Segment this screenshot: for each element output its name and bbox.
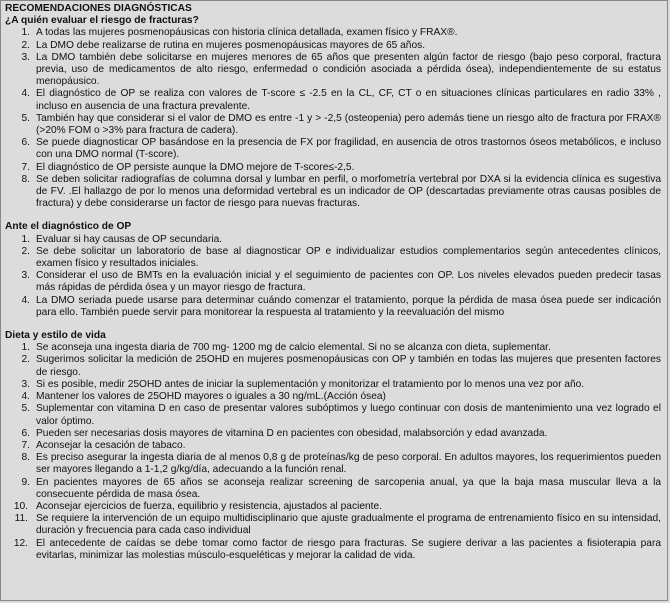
list-item: 9. En pacientes mayores de 65 años se aconseja realizar screening de sarcopenia anual, ya que la baja masa muscular lleva a la consecuente pérdida de masa ósea. bbox=[21, 476, 661, 500]
lifestyle-list bbox=[5, 342, 661, 562]
list-item: 8. Es preciso asegurar la ingesta diaria de al menos 0,8 g de proteínas/kg de peso corporal. En adultos mayores, los requerimientos pueden ser mayores llegando a 1-1,2 g/kg/día, adecuando a la función renal. bbox=[21, 452, 661, 476]
list-item: 6. Se puede diagnosticar OP basándose en la presencia de FX por fragilidad, en ausencia de otros trastornos óseos metabólicos, e incluso con una DMO normal (T-score). bbox=[21, 137, 661, 161]
list-item: 1. A todas las mujeres posmenopáusicas con historia clínica detallada, examen físico y FRAX®. bbox=[21, 27, 458, 39]
list-item: 1. Evaluar si hay causas de OP secundaria. bbox=[21, 233, 223, 245]
list-item: 3. La DMO también debe solicitarse en mujeres menores de 65 años que presenten algún factor de riesgo (bajo peso corporal, fractura previa, uso de medicamentos de alto riesgo, enfermedad o condición asociada a pérdida ósea), independientemente de su estatus menopáusico. bbox=[21, 51, 661, 88]
list-item: 8. Se deben solicitar radiografías de columna dorsal y lumbar en perfil, o morfometría vertebral por DXA si la evidencia clínica es sugestiva de FV. .El hallazgo de por lo menos una deformidad vertebral es un indicador de OP (descartadas previamente otras causas posibles de fractura) y debe considerarse un factor de riesgo para nuevas fracturas. bbox=[21, 173, 661, 210]
section-heading-risk: ¿A quién evaluar el riesgo de fracturas? bbox=[5, 15, 199, 27]
list-item: 6. Pueden ser necesarias dosis mayores de vitamina D en pacientes con obesidad, malabsorción y edad avanzada. bbox=[21, 427, 548, 439]
list-item: 4. La DMO seriada puede usarse para determinar cuándo comenzar el tratamiento, porque la pérdida de masa ósea puede ser indicación para ello. También puede servir para monitorear la respuesta al tratamiento y la reevaluación del mismo bbox=[21, 294, 661, 318]
list-item: 3. Si es posible, medir 25OHD antes de iniciar la suplementación y monitorizar el tratamiento por lo menos una vez por año. bbox=[21, 378, 585, 390]
list-item: 3. Considerar el uso de BMTs en la evaluación inicial y el seguimiento de pacientes con OP. Los niveles elevados pueden predecir tasas más rápidas de pérdida ósea y un mayor riesgo de fractura. bbox=[21, 270, 661, 294]
list-item: 4. Mantener los valores de 25OHD mayores o iguales a 30 ng/mL.(Acción ósea) bbox=[21, 391, 386, 403]
risk-list bbox=[5, 27, 661, 210]
document-title: RECOMENDACIONES DIAGNÓSTICAS bbox=[5, 3, 192, 14]
list-item: 5. Suplementar con vitamina D en caso de presentar valores subóptimos y luego continuar con dosis de mantenimiento una vez logrado el valor óptimo. bbox=[21, 403, 661, 427]
list-item: 11. Se requiere la intervención de un equipo multidisciplinario que ajuste gradualmente el programa de entrenamiento físico en su intensidad, duración y frecuencia para cada caso individual bbox=[14, 513, 661, 537]
list-item: 12. El antecedente de caídas se debe tomar como factor de riesgo para fracturas. Se sugiere derivar a las pacientes a fisioterapia para evitarlas, minimizar las molestias músculo-esqueléticas y mejorar la calidad de vida. bbox=[13, 537, 661, 561]
list-item: 2. Sugerimos solicitar la medición de 25OHD en mujeres posmenopáusicas con OP y también en todas las mujeres que presenten factores de riesgo. bbox=[21, 354, 661, 378]
section-heading-diagnosis: Ante el diagnóstico de OP bbox=[5, 221, 132, 233]
list-item: 10. Aconsejar ejercicios de fuerza, equilibrio y resistencia, ajustados al paciente. bbox=[13, 500, 382, 512]
list-item: 5. También hay que considerar si el valor de DMO es entre -1 y > -2,5 (osteopenia) pero además tiene un riesgo alto de fractura por FRAX® (>20% FOM o >3% para fractura de cadera). bbox=[21, 112, 661, 137]
list-item: 7. Aconsejar la cesación de tabaco. bbox=[21, 439, 186, 451]
section-heading-lifestyle: Dieta y estilo de vida bbox=[5, 330, 106, 342]
diagnosis-list bbox=[5, 234, 661, 319]
list-item: 4. El diagnóstico de OP se realiza con valores de T-score ≤ -2.5 en la CL, CF, CT o en situaciones clínicas particulares en radio 33% , incluso en ausencia de una fractura prevalente. bbox=[21, 88, 661, 112]
list-item: 2. Se debe solicitar un laboratorio de base al diagnosticar OP e individualizar estudios complementarios según antecedentes clínicos, examen físico y resultados iniciales. bbox=[21, 245, 661, 270]
list-item: 2. La DMO debe realizarse de rutina en mujeres posmenopáusicas mayores de 65 años. bbox=[21, 39, 426, 51]
list-item: 7. El diagnóstico de OP persiste aunque la DMO mejore de T-score≤-2,5. bbox=[21, 161, 355, 173]
list-item: 1. Se aconseja una ingesta diaria de 700 mg- 1200 mg de calcio elemental. Si no se alcanza con dieta, suplementar. bbox=[21, 342, 551, 354]
